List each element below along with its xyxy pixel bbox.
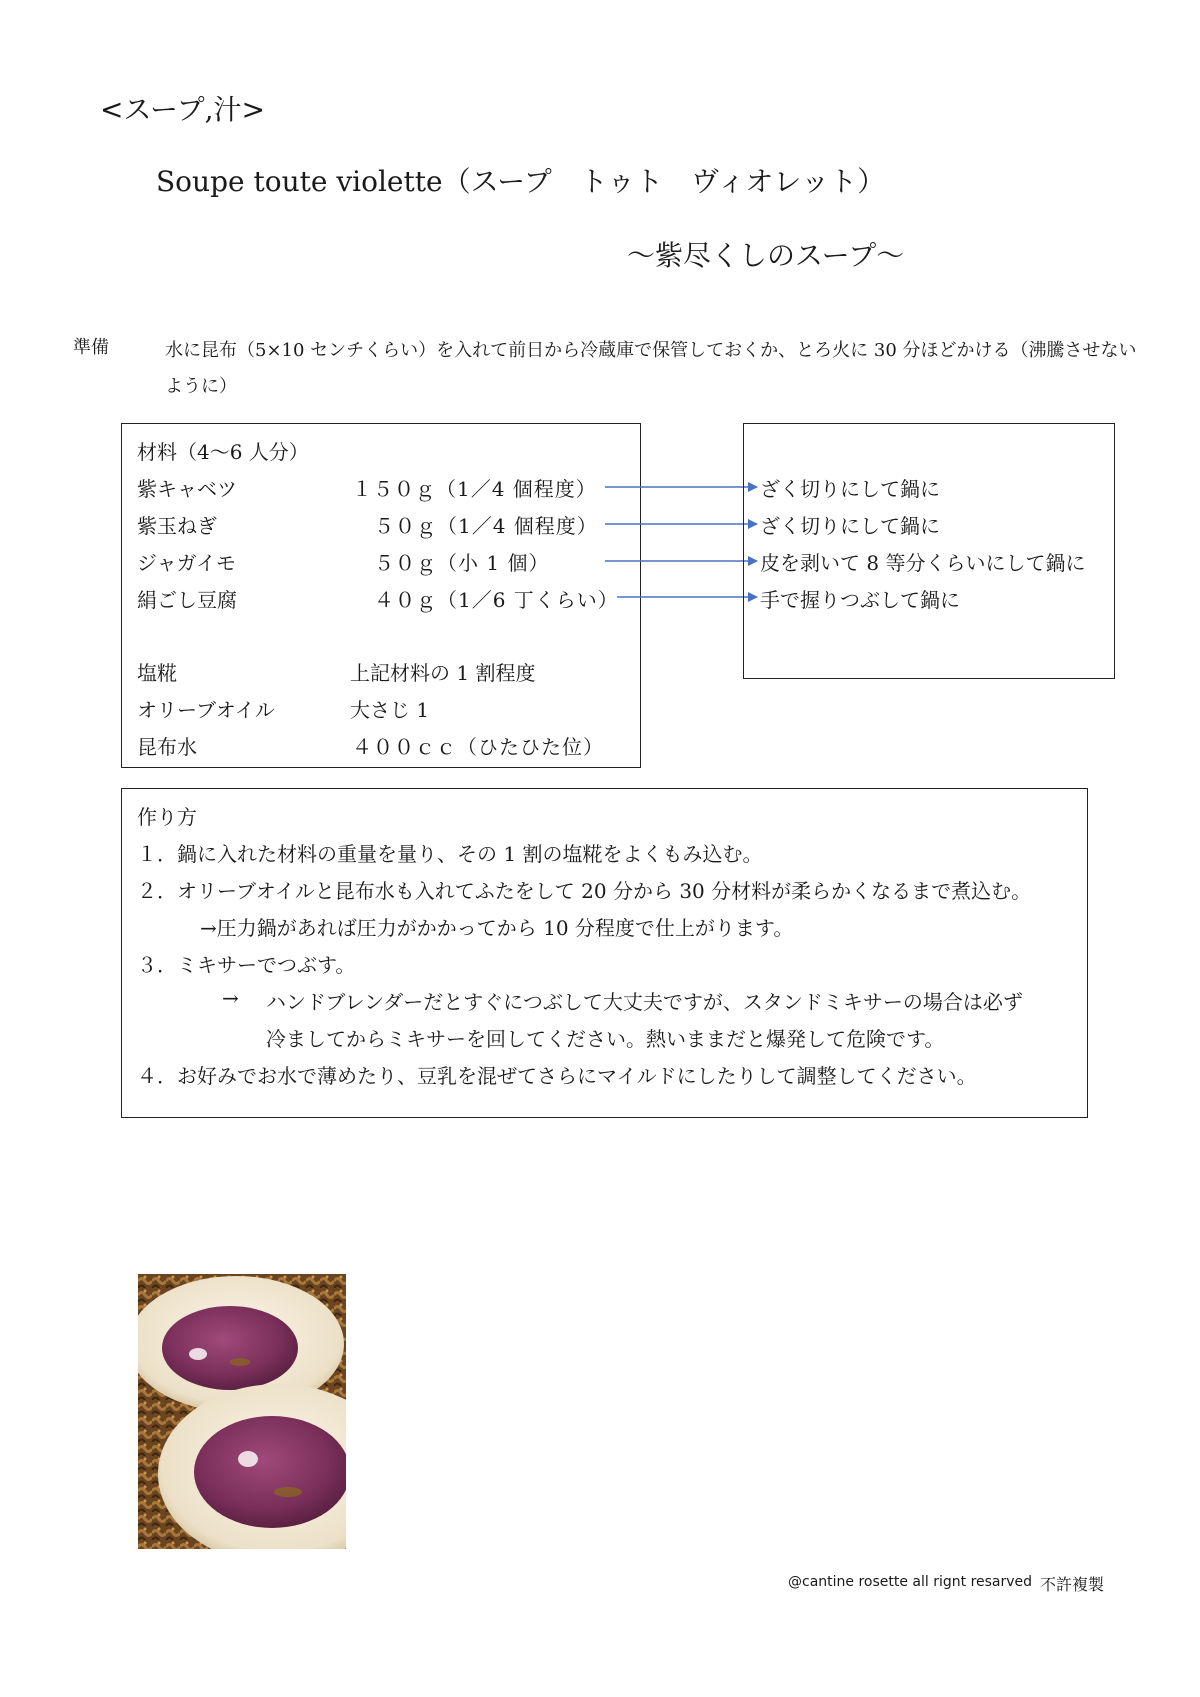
method-step: １．鍋に入れた材料の重量を量り、その 1 割の塩糀をよくもみ込む。 bbox=[137, 842, 763, 866]
prep-note: ざく切りにして鍋に bbox=[760, 477, 940, 501]
method-step: ３．ミキサーでつぶす。 bbox=[137, 953, 356, 977]
ingredient-name: 絹ごし豆腐 bbox=[137, 588, 237, 612]
method-step: ２．オリーブオイルと昆布水も入れてふたをして 20 分から 30 分材料が柔らかくなるまで煮込む。 bbox=[137, 879, 1032, 903]
ingredient-quantity: 上記材料の 1 割程度 bbox=[350, 661, 536, 685]
method-heading: 作り方 bbox=[137, 805, 197, 829]
method-step-note: →圧力鍋があれば圧力がかかってから 10 分程度で仕上がります。 bbox=[200, 916, 794, 940]
ingredient-quantity: １５０ｇ（1／4 個程度） bbox=[352, 477, 597, 501]
ingredient-quantity: ５０ｇ（1／4 個程度） bbox=[374, 514, 598, 538]
reproduction-notice: 不許複製 bbox=[1040, 1575, 1105, 1594]
ingredient-name: オリーブオイル bbox=[137, 698, 275, 722]
ingredient-name: ジャガイモ bbox=[137, 551, 236, 575]
copyright-notice: @cantine rosette all rignt resarved bbox=[788, 1574, 1033, 1590]
ingredients-heading: 材料（4〜6 人分） bbox=[137, 440, 309, 464]
method-step-note: 冷ましてからミキサーを回してください。熱いままだと爆発して危険です。 bbox=[266, 1027, 945, 1051]
ingredient-quantity: 大さじ 1 bbox=[350, 698, 430, 722]
ingredient-name: 紫玉ねぎ bbox=[137, 514, 217, 538]
method-step-note: ハンドブレンダーだとすぐにつぶして大丈夫ですが、スタンドミキサーの場合は必ず bbox=[266, 990, 1023, 1014]
preparation-label: 準備 bbox=[73, 337, 109, 358]
ingredient-name: 昆布水 bbox=[137, 735, 197, 759]
category-heading: <スープ,汁> bbox=[100, 93, 266, 126]
ingredient-quantity: ４０ｇ（1／6 丁くらい） bbox=[374, 588, 619, 612]
prep-note: ざく切りにして鍋に bbox=[760, 514, 940, 538]
prep-note: 手で握りつぶして鍋に bbox=[760, 588, 960, 612]
ingredient-name: 塩糀 bbox=[137, 661, 177, 685]
soup-photo bbox=[138, 1274, 346, 1549]
ingredient-quantity: ４００ｃｃ（ひたひた位） bbox=[352, 735, 604, 759]
recipe-title: Soupe toute violette（スープ トゥト ヴィオレット） bbox=[156, 165, 886, 198]
method-step: ４．お好みでお水で薄めたり、豆乳を混ぜてさらにマイルドにしたりして調整してください。 bbox=[137, 1064, 977, 1088]
prep-note: 皮を剥いて 8 等分くらいにして鍋に bbox=[760, 551, 1086, 575]
preparation-text: 水に昆布（5×10 センチくらい）を入れて前日から冷蔵庫で保管しておくか、とろ火に 30 分ほどかける（沸騰させないように） bbox=[165, 340, 1137, 397]
method-step-arrow: → bbox=[222, 986, 239, 1010]
recipe-subtitle: 〜紫尽くしのスープ〜 bbox=[627, 239, 905, 272]
ingredient-quantity: ５０ｇ（小 1 個） bbox=[374, 551, 550, 575]
ingredient-name: 紫キャベツ bbox=[137, 477, 237, 501]
